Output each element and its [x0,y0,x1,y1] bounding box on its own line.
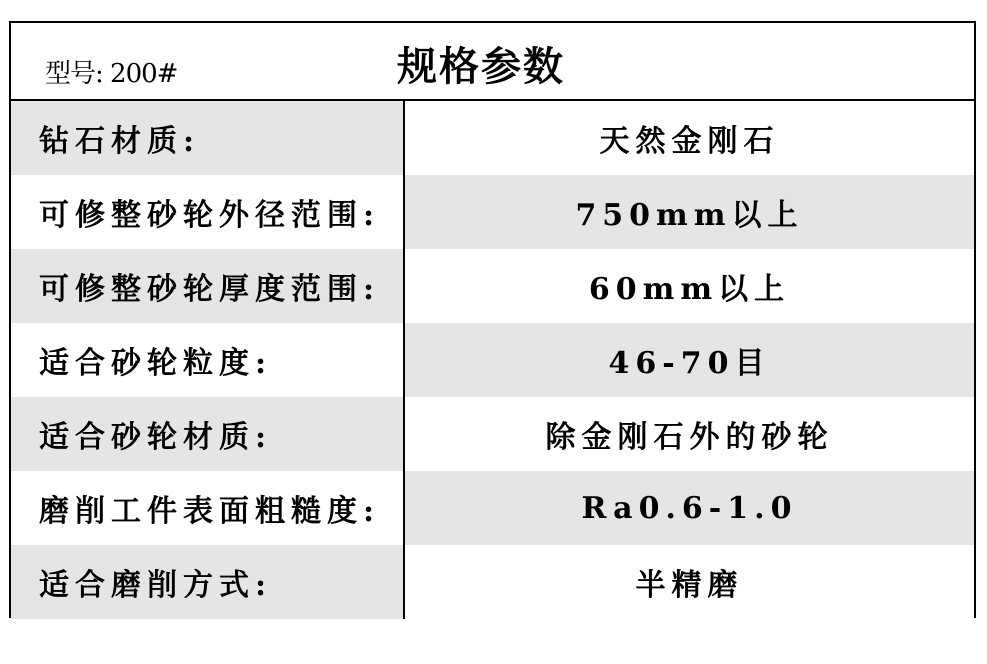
spec-label: 适合砂轮材质: [11,397,405,471]
spec-table [11,101,974,619]
spec-row-grinding-mode [11,545,974,619]
spec-row-roughness [11,471,974,545]
spec-row-grit [11,323,974,397]
spec-label: 适合磨削方式: [11,545,405,619]
spec-value: 除金刚石外的砂轮 [405,397,974,471]
spec-header [11,23,974,101]
spec-row-thickness [11,249,974,323]
spec-label: 可修整砂轮厚度范围: [11,249,405,323]
spec-row-diamond-material [11,101,974,175]
spec-value: 半精磨 [405,545,974,619]
spec-value: 750mm以上 [405,175,974,249]
spec-sheet [9,21,976,618]
spec-label: 钻石材质: [11,101,405,175]
spec-title: 规格参数 [397,43,565,90]
model-number: 型号: 200# [45,59,178,89]
spec-label: 可修整砂轮外径范围: [11,175,405,249]
spec-value: 46-70目 [405,323,974,397]
spec-row-outer-diameter [11,175,974,249]
spec-label: 适合砂轮粒度: [11,323,405,397]
spec-value: 60mm以上 [405,249,974,323]
spec-value: Ra0.6-1.0 [405,471,974,545]
spec-label: 磨削工件表面粗糙度: [11,471,405,545]
spec-value: 天然金刚石 [405,101,974,175]
spec-row-wheel-material [11,397,974,471]
